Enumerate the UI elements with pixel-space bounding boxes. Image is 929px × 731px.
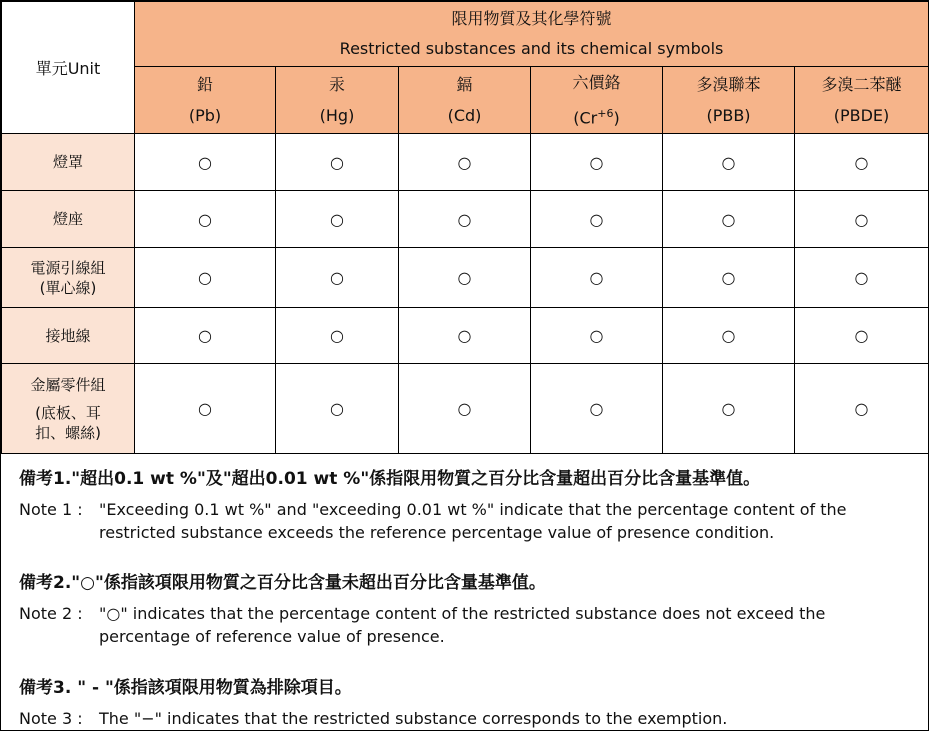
note-1-cn: 備考1."超出0.1 wt %"及"超出0.01 wt %"係指限用物質之百分比含量超出百分比含量基準值。 xyxy=(19,469,761,489)
table-cell: ○ xyxy=(663,134,795,191)
column-symbol: (PBDE) xyxy=(833,106,890,126)
table-cell: ○ xyxy=(276,191,399,248)
table-cell: ○ xyxy=(276,248,399,308)
row-label-line: 燈座 xyxy=(52,210,83,229)
table-cell: ○ xyxy=(531,248,663,308)
substances-title xyxy=(135,2,929,67)
table-row xyxy=(2,308,929,364)
table-cell: ○ xyxy=(276,308,399,364)
row-label xyxy=(2,191,135,248)
unit-header: 單元Unit xyxy=(2,2,135,134)
title-en: Restricted substances and its chemical symbols xyxy=(339,39,724,58)
column-cn: 多溴二苯醚 xyxy=(821,75,902,95)
table-cell: ○ xyxy=(531,308,663,364)
table-cell: ○ xyxy=(135,364,276,454)
note-2-cn: 備考2."○"係指該項限用物質之百分比含量未超出百分比含量基準值。 xyxy=(19,573,546,593)
row-label-line: 電源引線組 xyxy=(30,258,106,277)
row-label-line: 燈罩 xyxy=(52,153,83,172)
note-3-cn: 備考3. " - "係指該項限用物質為排除項目。 xyxy=(19,678,352,698)
note-3-text: The "−" indicates that the restricted substance corresponds to the exemption. xyxy=(99,709,728,728)
column-symbol: (Pb) xyxy=(188,106,222,126)
note-3-label: Note 3 : xyxy=(19,709,83,728)
table-cell: ○ xyxy=(663,308,795,364)
table-cell: ○ xyxy=(795,191,929,248)
table-row xyxy=(2,364,929,454)
table-cell: ○ xyxy=(276,364,399,454)
note-2-en xyxy=(19,602,914,648)
restricted-substances-table xyxy=(1,1,929,454)
table-cell: ○ xyxy=(399,248,531,308)
table-row xyxy=(2,191,929,248)
title-cn: 限用物質及其化學符號 xyxy=(451,9,612,28)
table-cell: ○ xyxy=(663,191,795,248)
row-label xyxy=(2,134,135,191)
note-1-label: Note 1 : xyxy=(19,500,83,519)
table-cell: ○ xyxy=(663,248,795,308)
column-symbol: (Cd) xyxy=(447,106,482,126)
note-3-en xyxy=(19,707,914,730)
note-2-label: Note 2 : xyxy=(19,604,83,623)
note-2-text: "○" indicates that the percentage content of the restricted substance does not exceed the percentage of reference value of presence. xyxy=(99,604,826,646)
table-cell: ○ xyxy=(135,248,276,308)
table-cell: ○ xyxy=(531,364,663,454)
table-row xyxy=(2,134,929,191)
column-symbol: (PBB) xyxy=(706,106,751,126)
table-cell: ○ xyxy=(531,191,663,248)
column-symbol: (Hg) xyxy=(319,106,355,126)
column-header-mercury xyxy=(276,67,399,134)
note-1-en xyxy=(19,498,914,544)
table-cell: ○ xyxy=(531,134,663,191)
column-cn: 鎘 xyxy=(456,75,473,95)
table-cell: ○ xyxy=(795,248,929,308)
table-cell: ○ xyxy=(399,134,531,191)
column-header-cadmium xyxy=(399,67,531,134)
table-cell: ○ xyxy=(135,134,276,191)
column-cn: 汞 xyxy=(328,75,345,95)
row-label xyxy=(2,364,135,454)
table-cell: ○ xyxy=(795,364,929,454)
column-cn: 鉛 xyxy=(196,75,213,95)
row-label-line: (單心線) xyxy=(39,278,97,297)
row-label-line: 接地線 xyxy=(45,326,91,345)
column-header-pbde xyxy=(795,67,929,134)
table-cell: ○ xyxy=(795,134,929,191)
note-1-text: "Exceeding 0.1 wt %" and "exceeding 0.01 wt %" indicate that the percentage content of the restricted substance exceeds the reference percentage value of presence condition. xyxy=(99,500,847,542)
symbol-superscript: +6 xyxy=(597,107,614,120)
table-cell: ○ xyxy=(663,364,795,454)
column-header-pbb xyxy=(663,67,795,134)
table-cell: ○ xyxy=(135,308,276,364)
column-symbol xyxy=(531,98,662,133)
row-label-line: 扣、螺絲) xyxy=(35,423,101,442)
row-label xyxy=(2,308,135,364)
table-cell: ○ xyxy=(399,364,531,454)
table-cell: ○ xyxy=(399,191,531,248)
table-row xyxy=(2,248,929,308)
symbol-base: (Cr xyxy=(573,108,598,128)
row-label-line: 金屬零件組 xyxy=(30,375,106,394)
row-label-line: (底板、耳 xyxy=(35,403,101,422)
table-cell: ○ xyxy=(795,308,929,364)
symbol-close: ) xyxy=(613,108,620,128)
column-cn: 多溴聯苯 xyxy=(696,75,761,95)
column-cn: 六價鉻 xyxy=(572,73,621,92)
table-cell: ○ xyxy=(399,308,531,364)
row-label xyxy=(2,248,135,308)
table-cell: ○ xyxy=(135,191,276,248)
table-cell: ○ xyxy=(276,134,399,191)
column-header-hexavalent-chromium xyxy=(531,67,663,134)
column-header-lead xyxy=(135,67,276,134)
